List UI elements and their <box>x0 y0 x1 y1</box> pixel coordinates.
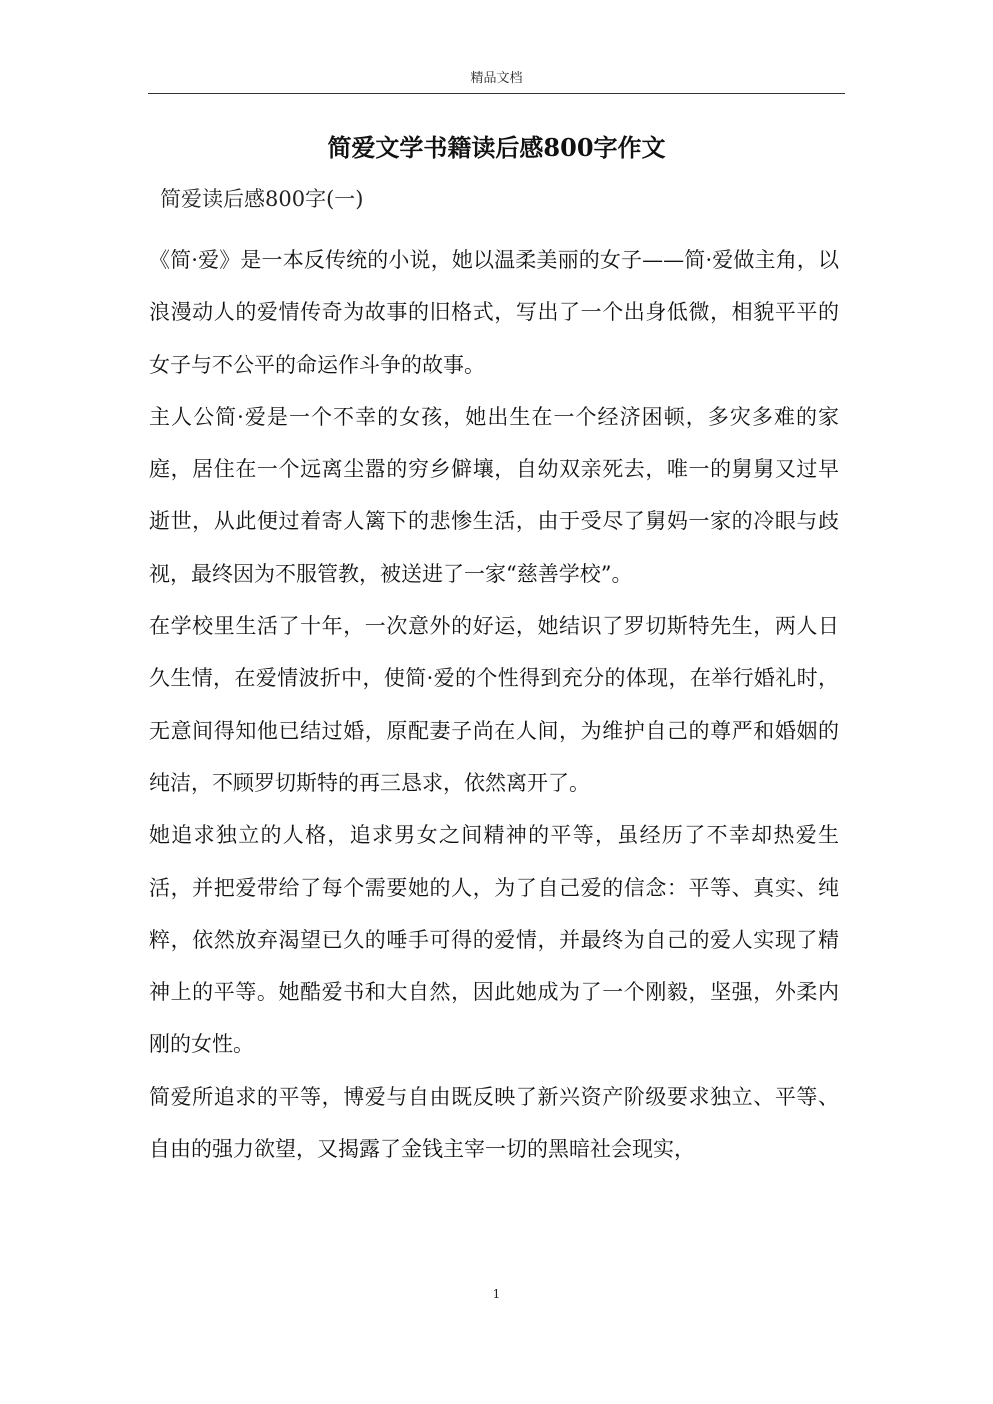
document-subtitle: 简爱读后感800字(一) <box>160 187 364 211</box>
paragraph: 简爱所追求的平等，博爱与自由既反映了新兴资产阶级要求独立、平等、自由的强力欲望，又揭露了金钱主宰一切的黑暗社会现实， <box>149 1084 839 1162</box>
page-number: 1 <box>492 1287 501 1301</box>
header-divider <box>148 93 845 94</box>
document-body <box>149 234 839 1175</box>
document-title: 简爱文学书籍读后感800字作文 <box>327 133 666 162</box>
page-header-label: 精品文档 <box>470 71 523 86</box>
paragraph: 她追求独立的人格，追求男女之间精神的平等，虽经历了不幸却热爱生活，并把爱带给了每个需要她的人，为了自己爱的信念：平等、真实、纯粹，依然放弃渴望已久的唾手可得的爱情，并最终为自己的爱人实现了精神上的平等。她酷爱书和大自然，因此她成为了一个刚毅，坚强，外柔内刚的女性。 <box>149 823 839 1057</box>
paragraph: 在学校里生活了十年，一次意外的好运，她结识了罗切斯特先生，两人日久生情，在爱情波折中，使简·爱的个性得到充分的体现，在举行婚礼时，无意间得知他已结过婚，原配妻子尚在人间，为维护自己的尊严和婚姻的纯洁，不顾罗切斯特的再三恳求，依然离开了。 <box>149 614 839 795</box>
paragraph: 主人公简·爱是一个不幸的女孩，她出生在一个经济困顿，多灾多难的家庭，居住在一个远离尘嚣的穷乡僻壤，自幼双亲死去，唯一的舅舅又过早逝世，从此便过着寄人篱下的悲惨生活，由于受尽了舅妈一家的冷眼与歧视，最终因为不服管教，被送进了一家“慈善学校”。 <box>149 404 839 586</box>
paragraph: 《简·爱》是一本反传统的小说，她以温柔美丽的女子——简·爱做主角，以浪漫动人的爱情传奇为故事的旧格式，写出了一个出身低微，相貌平平的女子与不公平的命运作斗争的故事。 <box>149 248 839 377</box>
